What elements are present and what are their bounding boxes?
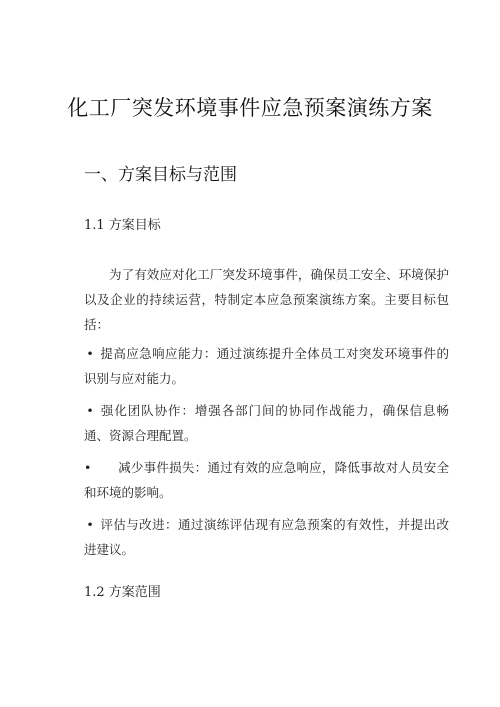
goals-list <box>84 341 449 569</box>
document-title: 化工厂突发环境事件应急预案演练方案 <box>67 96 433 120</box>
bullet-marker: • <box>86 517 94 532</box>
section-heading: 一、方案目标与范围 <box>84 165 237 185</box>
list-item <box>84 341 449 391</box>
list-item <box>84 455 449 505</box>
bullet-marker: • <box>86 403 94 418</box>
list-item <box>84 512 449 562</box>
subsection-heading-goals: 1.1 方案目标 <box>84 218 161 233</box>
list-item-text: 强化团队协作：增强各部门间的协同作战能力，确保信息畅通、资源合理配置。 <box>84 403 449 443</box>
bullet-marker: • <box>84 460 92 475</box>
bullet-marker: • <box>86 346 94 361</box>
subsection-heading-scope: 1.2 方案范围 <box>84 585 161 600</box>
intro-paragraph: 为了有效应对化工厂突发环境事件，确保员工安全、环境保护以及企业的持续运营，特制定本应急预案演练方案。主要目标包括： <box>84 267 449 332</box>
list-item <box>84 398 449 448</box>
list-item-text: 减少事件损失：通过有效的应急响应，降低事故对人员安全和环境的影响。 <box>84 460 449 500</box>
list-item-text: 评估与改进：通过演练评估现有应急预案的有效性，并提出改进建议。 <box>84 517 449 557</box>
list-item-text: 提高应急响应能力：通过演练提升全体员工对突发环境事件的识别与应对能力。 <box>84 346 449 386</box>
